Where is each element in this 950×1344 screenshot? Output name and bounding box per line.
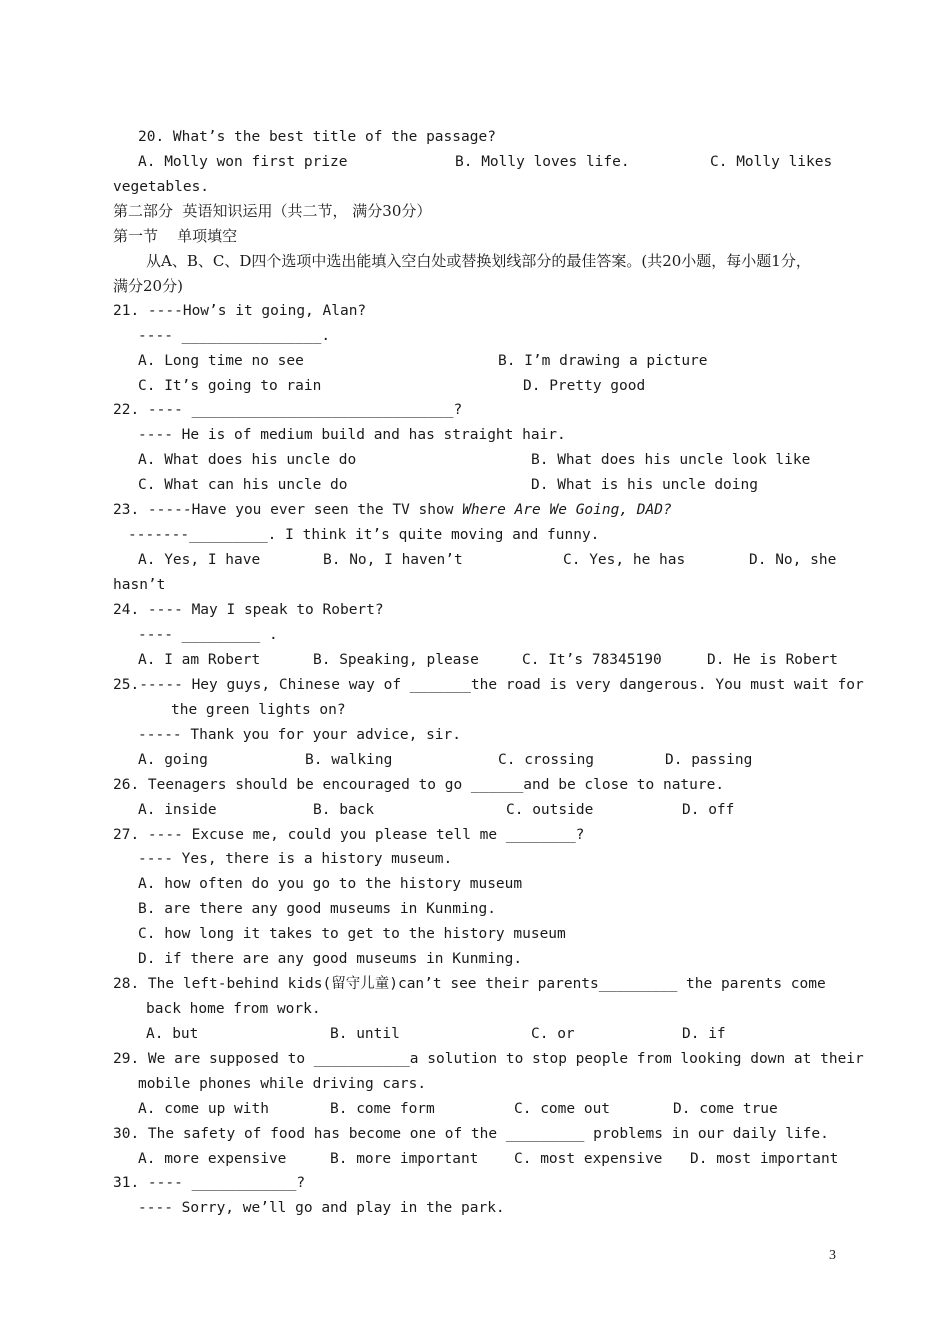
- q23-stem-text: 23. -----Have you ever seen the TV show: [113, 502, 463, 518]
- q27-option-c: C. how long it takes to get to the history museum: [138, 926, 566, 942]
- q20-option-c: C. Molly likes: [710, 154, 833, 170]
- q29-option-a: A. come up with: [138, 1101, 269, 1117]
- q24-option-a: A. I am Robert: [138, 652, 261, 668]
- subsection-title: 第一节 单项填空: [113, 227, 238, 245]
- q22-stem: 22. ---- ______________________________?: [113, 402, 463, 418]
- q24-option-b: B. Speaking, please: [313, 652, 479, 668]
- q28-option-d: D. if: [682, 1026, 726, 1042]
- q27-option-d: D. if there are any good museums in Kunming.: [138, 951, 523, 967]
- q30-option-d: D. most important: [690, 1151, 839, 1167]
- q23-option-b: B. No, I haven’t: [323, 552, 463, 568]
- q23-option-a: A. Yes, I have: [138, 552, 261, 568]
- q27-stem: 27. ---- Excuse me, could you please tell me ________?: [113, 827, 585, 843]
- q28-stem: 28. The left-behind kids(留守儿童)can’t see their parents_________ the parents come: [113, 976, 826, 992]
- q23-option-d-cont: hasn’t: [113, 577, 166, 593]
- q25-reply-line: ----- Thank you for your advice, sir.: [138, 727, 462, 743]
- q30-stem: 30. The safety of food has become one of the _________ problems in our daily life.: [113, 1126, 829, 1142]
- q29-option-d: D. come true: [673, 1101, 778, 1117]
- q21-option-a: A. Long time no see: [138, 353, 304, 369]
- q23-option-d: D. No, she: [749, 552, 837, 568]
- q21-answer-line: ---- ________________.: [138, 328, 331, 344]
- q28-option-b: B. until: [330, 1026, 400, 1042]
- q24-answer-line: ---- _________ .: [138, 627, 278, 643]
- page-number: 3: [829, 1248, 836, 1263]
- q27-option-a: A. how often do you go to the history museum: [138, 876, 523, 892]
- q28-stem-cont: back home from work.: [146, 1001, 321, 1017]
- q22-option-c: C. What can his uncle do: [138, 477, 348, 493]
- q26-option-a: A. inside: [138, 802, 217, 818]
- q22-option-d: D. What is his uncle doing: [531, 477, 758, 493]
- q26-option-d: D. off: [682, 802, 735, 818]
- q20-stem: 20. What’s the best title of the passage?: [138, 129, 496, 145]
- q29-option-c: C. come out: [514, 1101, 611, 1117]
- q21-option-d: D. Pretty good: [523, 378, 646, 394]
- q20-option-c-cont: vegetables.: [113, 179, 210, 195]
- q22-option-a: A. What does his uncle do: [138, 452, 357, 468]
- section-title: 第二部分 英语知识运用（共二节， 满分30分）: [113, 202, 432, 220]
- q21-option-c: C. It’s going to rain: [138, 378, 322, 394]
- q23-answer-line: -------_________. I think it’s quite moving and funny.: [128, 527, 600, 543]
- q29-stem: 29. We are supposed to ___________a solution to stop people from looking down at their: [113, 1051, 864, 1067]
- q28-option-c: C. or: [531, 1026, 575, 1042]
- q26-option-c: C. outside: [506, 802, 594, 818]
- q29-stem-cont: mobile phones while driving cars.: [138, 1076, 427, 1092]
- q23-option-c: C. Yes, he has: [563, 552, 686, 568]
- q24-option-c: C. It’s 78345190: [522, 652, 662, 668]
- q23-stem: [113, 500, 672, 520]
- q30-option-b: B. more important: [330, 1151, 479, 1167]
- q27-answer-line: ---- Yes, there is a history museum.: [138, 851, 453, 867]
- instructions-line1: 从A、B、C、D四个选项中选出能填入空白处或替换划线部分的最佳答案。(共20小题，每小题1分，: [146, 252, 811, 270]
- q25-option-a: A. going: [138, 752, 208, 768]
- q22-option-b: B. What does his uncle look like: [531, 452, 811, 468]
- q30-option-c: C. most expensive: [514, 1151, 663, 1167]
- q25-stem: 25.----- Hey guys, Chinese way of _______the road is very dangerous. You must wait for: [113, 677, 864, 693]
- q31-stem: 31. ---- ____________?: [113, 1175, 306, 1191]
- q26-stem: 26. Teenagers should be encouraged to go ______and be close to nature.: [113, 777, 725, 793]
- q21-stem: 21. ----How’s it going, Alan?: [113, 303, 367, 319]
- q25-option-c: C. crossing: [498, 752, 595, 768]
- q22-answer-line: ---- He is of medium build and has straight hair.: [138, 427, 566, 443]
- q28-option-a: A. but: [146, 1026, 199, 1042]
- q25-option-d: D. passing: [665, 752, 753, 768]
- q26-option-b: B. back: [313, 802, 375, 818]
- q25-stem-cont: the green lights on?: [171, 702, 346, 718]
- q27-option-b: B. are there any good museums in Kunming.: [138, 901, 496, 917]
- q30-option-a: A. more expensive: [138, 1151, 287, 1167]
- q25-option-b: B. walking: [305, 752, 393, 768]
- q24-option-d: D. He is Robert: [707, 652, 838, 668]
- q29-option-b: B. come form: [330, 1101, 435, 1117]
- q21-option-b: B. I’m drawing a picture: [498, 353, 708, 369]
- q24-stem: 24. ---- May I speak to Robert?: [113, 602, 384, 618]
- q20-option-a: A. Molly won first prize: [138, 154, 348, 170]
- q20-option-b: B. Molly loves life.: [455, 154, 630, 170]
- instructions-line2: 满分20分): [113, 277, 183, 295]
- q23-show-title: Where Are We Going, DAD?: [462, 502, 672, 518]
- q31-answer-line: ---- Sorry, we’ll go and play in the park.: [138, 1200, 505, 1216]
